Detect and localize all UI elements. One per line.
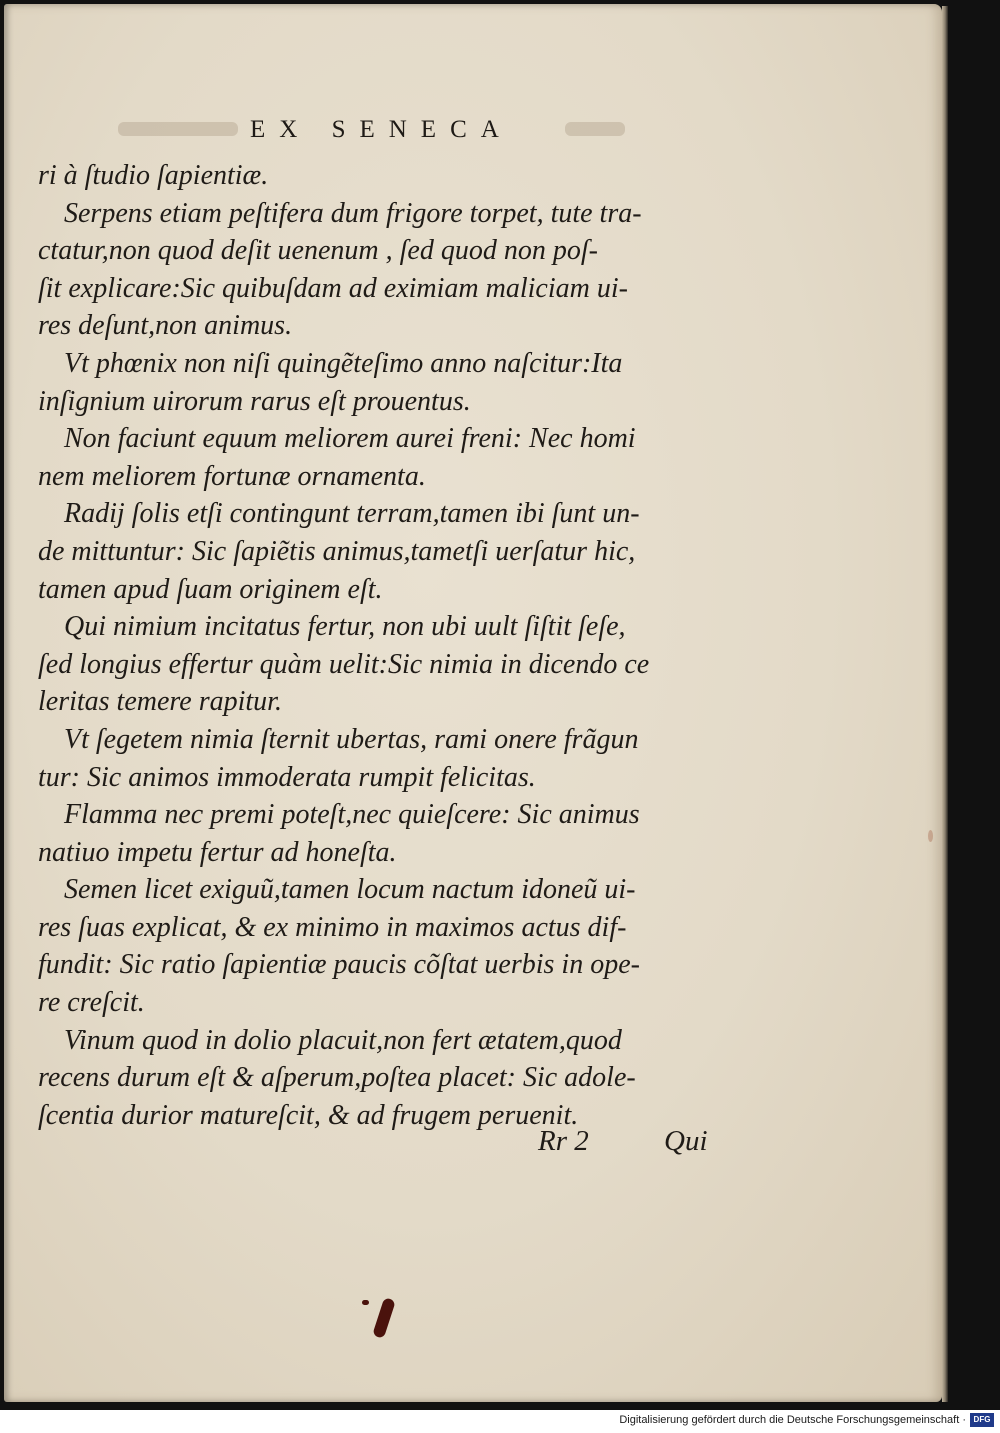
text-line: tur: Sic animos immoderata rumpit felicitas. (38, 761, 536, 793)
text-line: Vt ſegetem nimia ſternit ubertas, rami onere frãgun (64, 723, 639, 755)
text-line: inſignium uirorum rarus eſt prouentus. (38, 385, 471, 417)
text-line: recens durum eſt & aſperum,poſtea placet: Sic adole- (38, 1062, 636, 1094)
text-line: Flamma nec premi poteſt,nec quieſcere: Sic animus (64, 799, 640, 831)
text-line: ſcentia durior matureſcit, & ad frugem peruenit. (38, 1099, 579, 1131)
text-line: natiuo impetu fertur ad honeſta. (38, 836, 397, 868)
dfg-logo: DFG (970, 1413, 994, 1427)
text-line: Qui nimium incitatus fertur, non ubi uult ſiſtit ſeſe, (64, 611, 626, 643)
text-line: Radij ſolis etſi contingunt terram,tamen ibi ſunt un- (64, 498, 640, 530)
text-line: res ſuas explicat, & ex minimo in maximos actus dif- (38, 911, 627, 943)
text-line: ri à ſtudio ſapientiæ. (38, 160, 269, 191)
catchword: Qui (664, 1125, 708, 1157)
text-line: Semen licet exiguũ,tamen locum nactum idoneũ ui- (64, 874, 636, 906)
text-line: ctatur,non quod deſit uenenum , ſed quod non poſ- (38, 235, 598, 267)
text-line: ſit explicare:Sic quibuſdam ad eximiam maliciam ui- (38, 272, 628, 304)
ink-dot (362, 1300, 369, 1305)
body-text (38, 157, 738, 1134)
text-line: tamen apud ſuam originem eſt. (38, 573, 383, 605)
text-line: ſed longius effertur quàm uelit:Sic nimia in dicendo ce (38, 648, 650, 680)
text-line: Serpens etiam peſtifera dum frigore torpet, tute tra- (64, 197, 642, 229)
running-head: EX SENECA (250, 116, 513, 143)
text-line: fundit: Sic ratio ſapientiæ paucis cõſtat uerbis in ope- (38, 949, 640, 981)
faded-print-smudge (565, 122, 625, 136)
text-line: leritas temere rapitur. (38, 686, 282, 718)
signature-mark: Rr 2 (538, 1125, 589, 1157)
text-line: Non faciunt equum meliorem aurei freni: Nec homi (64, 423, 636, 455)
text-line: re creſcit. (38, 987, 145, 1019)
text-line: Vinum quod in dolio placuit,non fert ætatem,quod (64, 1024, 622, 1056)
page-edge (942, 6, 948, 1402)
text-line: Vt phœnix non niſi quingẽteſimo anno naſcitur:Ita (64, 347, 623, 379)
text-line: de mittuntur: Sic ſapiẽtis animus,tametſi uerſatur hic, (38, 535, 636, 567)
paper-stain (928, 830, 933, 842)
digitization-credit: Digitalisierung gefördert durch die Deutsche Forschungsgemeinschaft · (619, 1414, 966, 1426)
text-line: nem meliorem fortunæ ornamenta. (38, 460, 426, 492)
text-line: res deſunt,non animus. (38, 310, 293, 342)
faded-print-smudge (118, 122, 238, 136)
